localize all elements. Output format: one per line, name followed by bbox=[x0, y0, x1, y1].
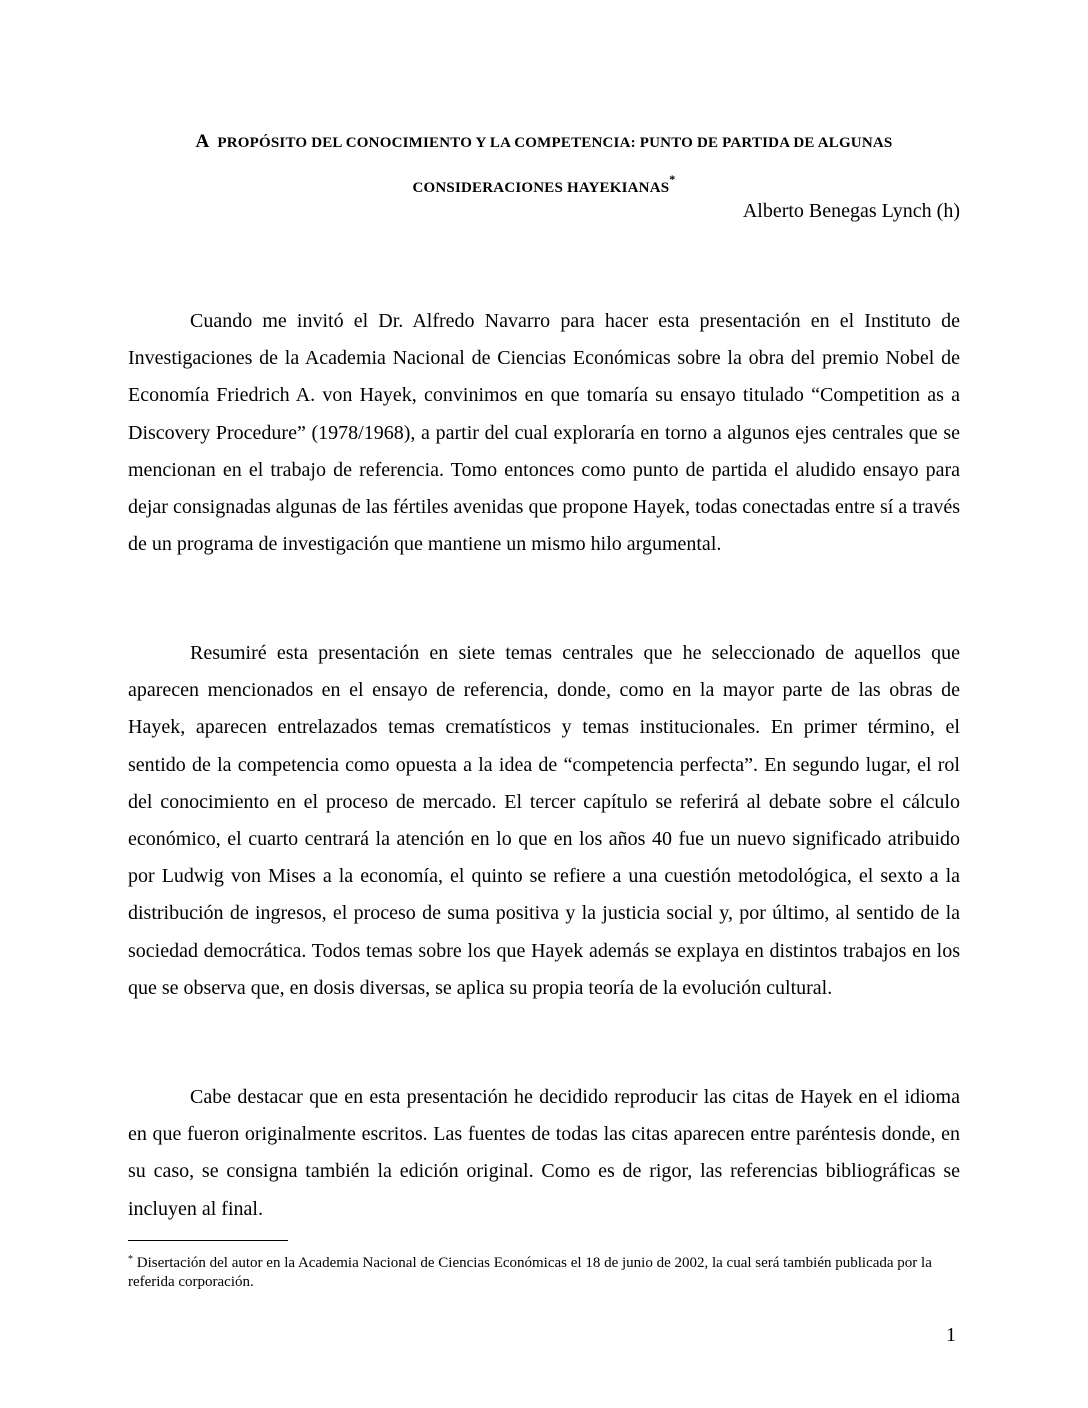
title-initial: A bbox=[195, 131, 210, 152]
title-footnote-marker[interactable]: * bbox=[669, 172, 676, 186]
paragraph-2 bbox=[128, 635, 960, 1007]
footnote-marker: * bbox=[128, 1254, 133, 1265]
footnote-text: Disertación del autor en la Academia Nacional de Ciencias Económicas el 18 de junio de 2002, la cual será también publicada por la referida corporación. bbox=[128, 1255, 932, 1290]
title-line-1 bbox=[130, 131, 958, 153]
paragraph-3 bbox=[128, 1079, 960, 1228]
paragraph-1 bbox=[128, 303, 960, 563]
title-line-1-text: PROPÓSITO DEL CONOCIMIENTO Y LA COMPETENCIA: PUNTO DE PARTIDA DE ALGUNAS bbox=[217, 135, 893, 151]
author-name: Alberto Benegas Lynch (h) bbox=[742, 200, 960, 222]
paragraph-1-text: Cuando me invitó el Dr. Alfredo Navarro para hacer esta presentación en el Instituto de Investigaciones de la Academia Nacional de Ciencias Económicas sobre la obra del premio Nobel de Economía Friedrich A. von Hayek, convinimos en que tomaría su ensayo titulado “Competition as a Discovery Procedure” (1978/1968), a partir del cual exploraría en torno a algunos ejes centrales que se mencionan en el trabajo de referencia. Tomo entonces como punto de partida el aludido ensayo para dejar consignadas algunas de las fértiles avenidas que propone Hayek, todas conectadas entre sí a través de un programa de investigación que mantiene un mismo hilo argumental. bbox=[128, 310, 960, 556]
footnote bbox=[128, 1250, 948, 1292]
footnote-divider bbox=[128, 1240, 288, 1241]
paragraph-3-text: Cabe destacar que en esta presentación he decidido reproducir las citas de Hayek en el idioma en que fueron originalmente escritos. Las fuentes de todas las citas aparecen entre paréntesis donde, en su caso, se consigna también la edición original. Como es de rigor, las referencias bibliográficas se incluyen al final. bbox=[128, 1086, 960, 1220]
page-number: 1 bbox=[946, 1324, 956, 1346]
title-line-2-text: CONSIDERACIONES HAYEKIANAS bbox=[412, 180, 670, 196]
paragraph-2-text: Resumiré esta presentación en siete temas centrales que he seleccionado de aquellos que aparecen mencionados en el ensayo de referencia, donde, como en la mayor parte de las obras de Hayek, aparecen entrelazados temas crematísticos y temas institucionales. En primer término, el sentido de la competencia como opuesta a la idea de “competencia perfecta”. En segundo lugar, el rol del conocimiento en el proceso de mercado. El tercer capítulo se referirá al debate sobre el cálculo económico, el cuarto centrará la atención en lo que en los años 40 fue un nuevo significado atribuido por Ludwig von Mises a la economía, el quinto se refiere a una cuestión metodológica, el sexto a la distribución de ingresos, el proceso de suma positiva y la justicia social y, por último, al sentido de la sociedad democrática. Todos temas sobre los que Hayek además se explaya en distintos trabajos en los que se observa que, en dosis diversas, se aplica su propia teoría de la evolución cultural. bbox=[128, 642, 960, 999]
title-line-2 bbox=[130, 172, 958, 197]
